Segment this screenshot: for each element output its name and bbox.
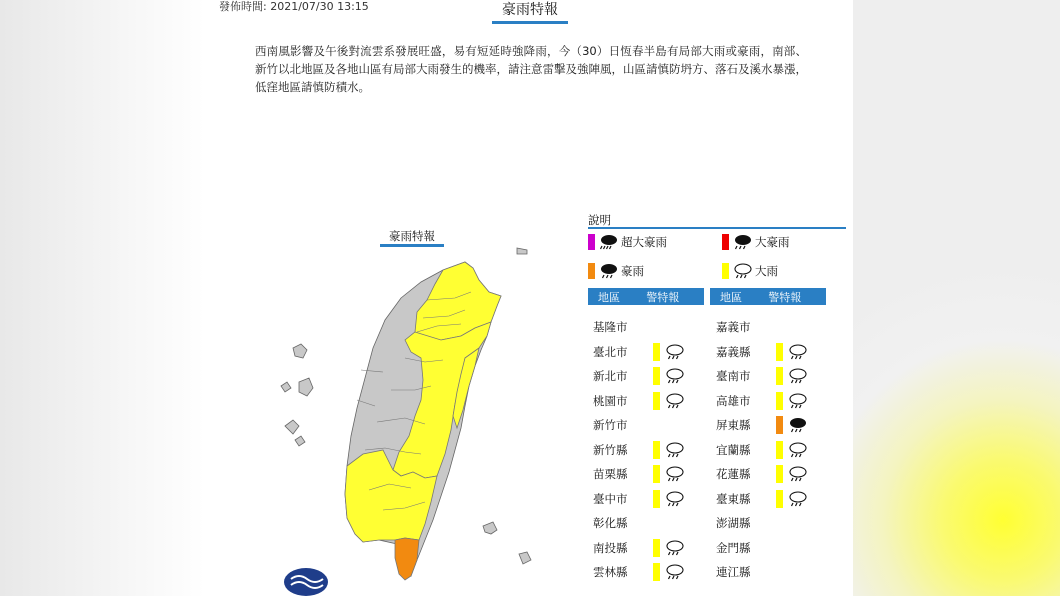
county-name: 澎湖縣 [716, 516, 751, 530]
county-row [716, 560, 776, 584]
county-row [593, 462, 684, 486]
cwb-logo [283, 567, 329, 596]
heavy-rain-icon [664, 367, 684, 385]
warning-level-swatch [776, 441, 783, 459]
county-row [593, 413, 653, 437]
county-name: 新竹縣 [593, 442, 628, 457]
header-region: 地區 [720, 290, 742, 304]
map-island-green [483, 522, 497, 534]
warning-level-swatch [776, 392, 783, 410]
county-row [716, 438, 807, 462]
heavy-rain-icon [664, 563, 684, 581]
legend-item-heavy-torrential [722, 233, 790, 251]
header-warning: 警特報 [768, 290, 802, 304]
warning-level-swatch [653, 343, 660, 361]
torrential-rain-icon [598, 262, 618, 280]
map-island-penghu-3 [299, 378, 313, 396]
warning-level-swatch [653, 490, 660, 508]
warning-level-swatch [653, 465, 660, 483]
legend-label: 大雨 [755, 264, 778, 278]
extreme-rain-icon [598, 233, 618, 251]
warning-level-swatch [653, 563, 660, 581]
heavy-rain-icon [787, 490, 807, 508]
warning-level-swatch [653, 392, 660, 410]
legend-swatch [722, 263, 729, 279]
page-title: 豪雨特報 [492, 0, 568, 24]
county-name: 嘉義市 [716, 320, 751, 334]
header-region: 地區 [598, 290, 620, 304]
county-row [716, 315, 776, 339]
county-row [716, 340, 807, 364]
map-island-penghu-5 [295, 436, 305, 446]
map-torrential-rain-pingtung [395, 538, 419, 580]
legend-swatch [722, 234, 729, 250]
county-name: 基隆市 [593, 320, 628, 334]
county-row [593, 511, 653, 535]
map-title: 豪雨特報 [380, 228, 444, 247]
background-right [853, 0, 1060, 596]
heavy-torrential-rain-icon [732, 233, 752, 251]
map-island-orchid [519, 552, 531, 564]
map-island-penghu-4 [285, 420, 299, 434]
legend-swatch [588, 234, 595, 250]
warning-level-swatch [653, 441, 660, 459]
heavy-rain-icon [787, 465, 807, 483]
torrential-rain-icon [787, 416, 807, 434]
legend-item-torrential [588, 262, 644, 280]
county-name: 苗栗縣 [593, 467, 628, 481]
county-name: 嘉義縣 [716, 344, 751, 359]
county-row [716, 389, 807, 413]
table-header-left [588, 288, 704, 305]
warning-level-swatch [776, 367, 783, 385]
county-row [716, 462, 807, 486]
county-name: 臺東縣 [716, 491, 751, 506]
heavy-rain-icon [787, 367, 807, 385]
warning-level-swatch [776, 343, 783, 361]
legend-divider [588, 227, 846, 229]
county-name: 屏東縣 [716, 418, 751, 432]
county-name: 臺南市 [716, 369, 751, 383]
warning-document [205, 0, 853, 596]
county-name: 高雄市 [716, 393, 751, 408]
county-name: 彰化縣 [593, 516, 628, 530]
heavy-rain-icon [787, 343, 807, 361]
county-row [593, 364, 684, 388]
legend-label: 超大豪雨 [621, 235, 667, 249]
publish-time: 發佈時間: 2021/07/30 13:15 [219, 0, 369, 13]
legend-item-extreme-torrential [588, 233, 667, 251]
heavy-rain-icon [664, 392, 684, 410]
legend-item-heavy [722, 262, 778, 280]
county-row [593, 487, 684, 511]
county-name: 連江縣 [716, 565, 751, 579]
heavy-rain-icon [664, 539, 684, 557]
heavy-rain-icon [664, 465, 684, 483]
heavy-rain-icon [664, 441, 684, 459]
warning-level-swatch [776, 416, 783, 434]
table-header-right [710, 288, 826, 305]
map-island-penghu-1 [293, 344, 307, 358]
map-island-penghu-2 [281, 382, 291, 392]
header-warning: 警特報 [646, 290, 680, 304]
county-row [716, 511, 776, 535]
county-name: 新竹市 [593, 418, 628, 432]
warning-level-swatch [653, 367, 660, 385]
county-name: 金門縣 [716, 540, 751, 555]
county-row [716, 487, 807, 511]
heavy-rain-icon [787, 441, 807, 459]
heavy-rain-icon [664, 490, 684, 508]
taiwan-warning-map [265, 240, 545, 596]
county-row [593, 389, 684, 413]
county-name: 新北市 [593, 369, 628, 383]
background-left [0, 0, 205, 596]
county-name: 雲林縣 [593, 565, 628, 579]
county-name: 花蓮縣 [716, 467, 751, 481]
county-name: 宜蘭縣 [716, 442, 751, 457]
county-row [716, 364, 807, 388]
county-name: 南投縣 [593, 540, 628, 555]
warning-description: 西南風影響及午後對流雲系發展旺盛，易有短延時強降雨，今（30）日恆春半島有局部大雨或豪雨，南部、新竹以北地區及各地山區有局部大雨發生的機率，請注意雷擊及強陣風，山區請慎防坍方、落石及溪水暴漲，低窪地區請慎防積水。 [255, 44, 807, 94]
county-row [593, 340, 684, 364]
heavy-rain-icon [787, 392, 807, 410]
county-row [716, 536, 776, 560]
legend-title: 說明 [588, 213, 611, 227]
county-row [593, 315, 653, 339]
legend-label: 豪雨 [621, 264, 644, 278]
county-row [716, 413, 807, 437]
county-name: 臺北市 [593, 344, 628, 359]
county-row [593, 536, 684, 560]
county-row [593, 560, 684, 584]
legend-label: 大豪雨 [755, 235, 790, 249]
county-name: 臺中市 [593, 491, 628, 506]
county-row [593, 438, 684, 462]
warning-level-swatch [776, 490, 783, 508]
warning-level-swatch [653, 539, 660, 557]
warning-level-swatch [776, 465, 783, 483]
heavy-rain-icon [664, 343, 684, 361]
map-island-guishan [517, 248, 527, 254]
county-name: 桃園市 [593, 393, 628, 408]
legend-swatch [588, 263, 595, 279]
heavy-rain-icon [732, 262, 752, 280]
